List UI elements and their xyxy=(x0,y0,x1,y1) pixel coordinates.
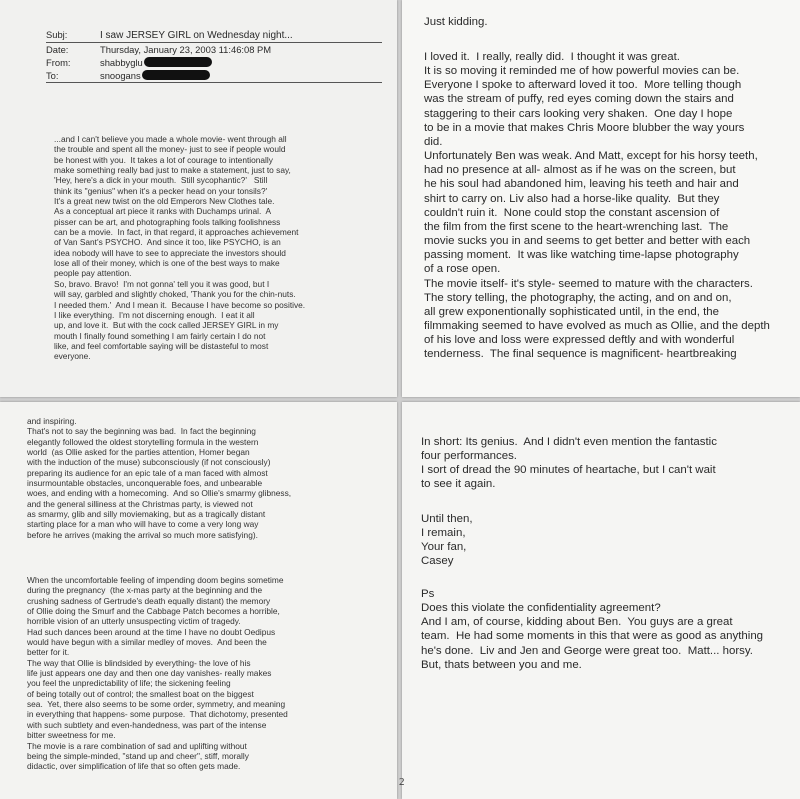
subject-row xyxy=(46,28,382,43)
from-value: shabbyglu xyxy=(100,57,143,68)
date-label: Date: xyxy=(46,44,69,55)
from-label: From: xyxy=(46,57,71,68)
to-value: snoogans xyxy=(100,70,141,81)
to-label: To: xyxy=(46,70,59,81)
page4-paragraph-1: In short: Its genius. And I didn't even mention the fantastic four performances. I sort of dread the 90 minutes of heartache, but I can't wait to see it again. xyxy=(421,436,717,491)
to-field xyxy=(100,69,382,82)
date-row xyxy=(46,43,382,56)
date-value: Thursday, January 23, 2003 11:46:08 PM xyxy=(100,44,272,55)
page1-body-text: ...and I can't believe you made a whole movie- went through all the trouble and spent all the money- just to see if people would be honest with you. It takes a lot of courage to intentionally make something really bad just to make a statement, just to say, 'Hey, here's a dick in your mouth. Still sycophantic?' Still think its "genius" when it's a pecker head on your tonsils?' It's a great new twist on the old Emperors New Clothes tale. As a conceptual art piece it ranks with Duchamps urinal. A pisser can be art, and photographing fools talking foolishness can be a movie. In fact, in that regard, it approaches achievement of Van Sant's PSYCHO. And since it too, like PSYCHO, is an idea nobody will have to see to appreciate the investors should lose all of their money, which is one of the best ways to make people pay attention. So, bravo. Bravo! I'm not gonna' tell you it was good, but I will say, garbled and slightly choked, 'Thank you for the chin-nuts. I needed them.' And I mean it. Because I have become so positive. I like everything. I'm not discerning enough. I eat it all up, and love it. But with the cock called JERSEY GIRL in my mouth I finally found something I am fairly certain I do not like, and feel comfortable saying will be distasteful to most everyone. xyxy=(54,134,306,362)
redaction-mark xyxy=(144,57,212,67)
letter-page-2 xyxy=(402,0,800,397)
subject-label: Subj: xyxy=(46,29,68,40)
page4-postscript: Ps Does this violate the confidentiality agreement? And I am, of course, kidding about Ben. You guys are a great team. He had some moments in this that were as good as anything he's done. Liv and Jen and George were great too. Matt... horsy. But, thats between you and me. xyxy=(421,588,764,671)
letter-page-1 xyxy=(0,0,397,397)
page3-paragraph-1: and inspiring. That's not to say the beginning was bad. In fact the beginning elegantly followed the oldest storytelling formula in the western world (as Ollie asked for the parties attention, Homer began with the induction of the muse) subconsciously (if not consciously) preparing its audience for an epic tale of a man faced with almost insurmountable obstacles, unconquerable foes, and unbearable woes, and ending with a homecoming. And so Ollie's smarmy glibness, and the general silliness at the Christmas party, is viewed not as smarmy, glib and silly moviemaking, but as a tragically distant starting place for a man who will have to come a very long way before he arrives (making the arrival so much more satisfying). xyxy=(27,416,292,540)
letter-page-4 xyxy=(402,402,800,799)
subject-value: I saw JERSEY GIRL on Wednesday night... xyxy=(100,30,293,41)
page2-body-text: I loved it. I really, really did. I thought it was great. It is so moving it reminded me of how powerful movies can be. Everyone I spoke to afterward loved it too. More telling though was the stream of puffy, red eyes coming down the stairs and staggering to their cars looking very shaken. One day I hope to be in a movie that makes Chris Moore blubber the way yours did. Unfortunately Ben was weak. And Matt, except for his horsy teeth, had no presence at all- almost as if he was on the screen, but he his soul had abandoned him, leaving his teeth and hair and shirt to carry on. Liv also had a horse-like quality. But they couldn't ruin it. None could stop the constant ascension of the film from the first scene to the heart-wrenching last. The movie sucks you in and seems to get better and better with each passing moment. It was like watching time-lapse photography of a rose open. The movie itself- it's style- seemed to mature with the characters. The story telling, the photography, the acting, and on and on, all grew exponentionally sophisticated until, in the end, the filmmaking seemed to have evolved as much as Ollie, and the depth of his love and loss were expressed deftly and with wonderful tenderness. The final sequence is magnificent- heartbreaking xyxy=(424,51,770,361)
page-number: 2 xyxy=(399,776,405,788)
page2-opening-line: Just kidding. xyxy=(424,16,488,28)
to-row xyxy=(46,69,382,83)
page4-signoff: Until then, I remain, Your fan, Casey xyxy=(421,513,473,568)
letter-page-3 xyxy=(0,402,397,799)
redaction-mark xyxy=(142,70,210,80)
page3-paragraph-2: When the uncomfortable feeling of impending doom begins sometime during the pregnancy (the x-mas party at the beginning and the crushing sadness of Gertrude's death equally distant) the memory of Ollie doing the Smurf and the Cabbage Patch becomes a horrible, horrible vision of an utterly unsuspecting victim of tragedy. Had such dances been around at the time I have no doubt Oedipus would have begun with a similar medley of moves. And been the better for it. The way that Ollie is blindsided by everything- the love of his life just appears one day and then one day vanishes- really makes you feel the unpredictability of life; the sickening feeling of being totally out of control; the smallest boat on the biggest sea. Yet, there also seems to be some order, symmetry, and meaning in everything that happens- some purpose. That dichotomy, presented with such subtlety and even-handedness, was part of the intense bitter sweetness for me. The movie is a rare combination of sad and uplifting without being the simple-minded, "stand up and cheer", stiff, morally didactic, over simplification of life that so often gets made. xyxy=(27,575,288,772)
from-field xyxy=(100,56,382,69)
email-header xyxy=(46,28,382,83)
from-row xyxy=(46,56,382,69)
